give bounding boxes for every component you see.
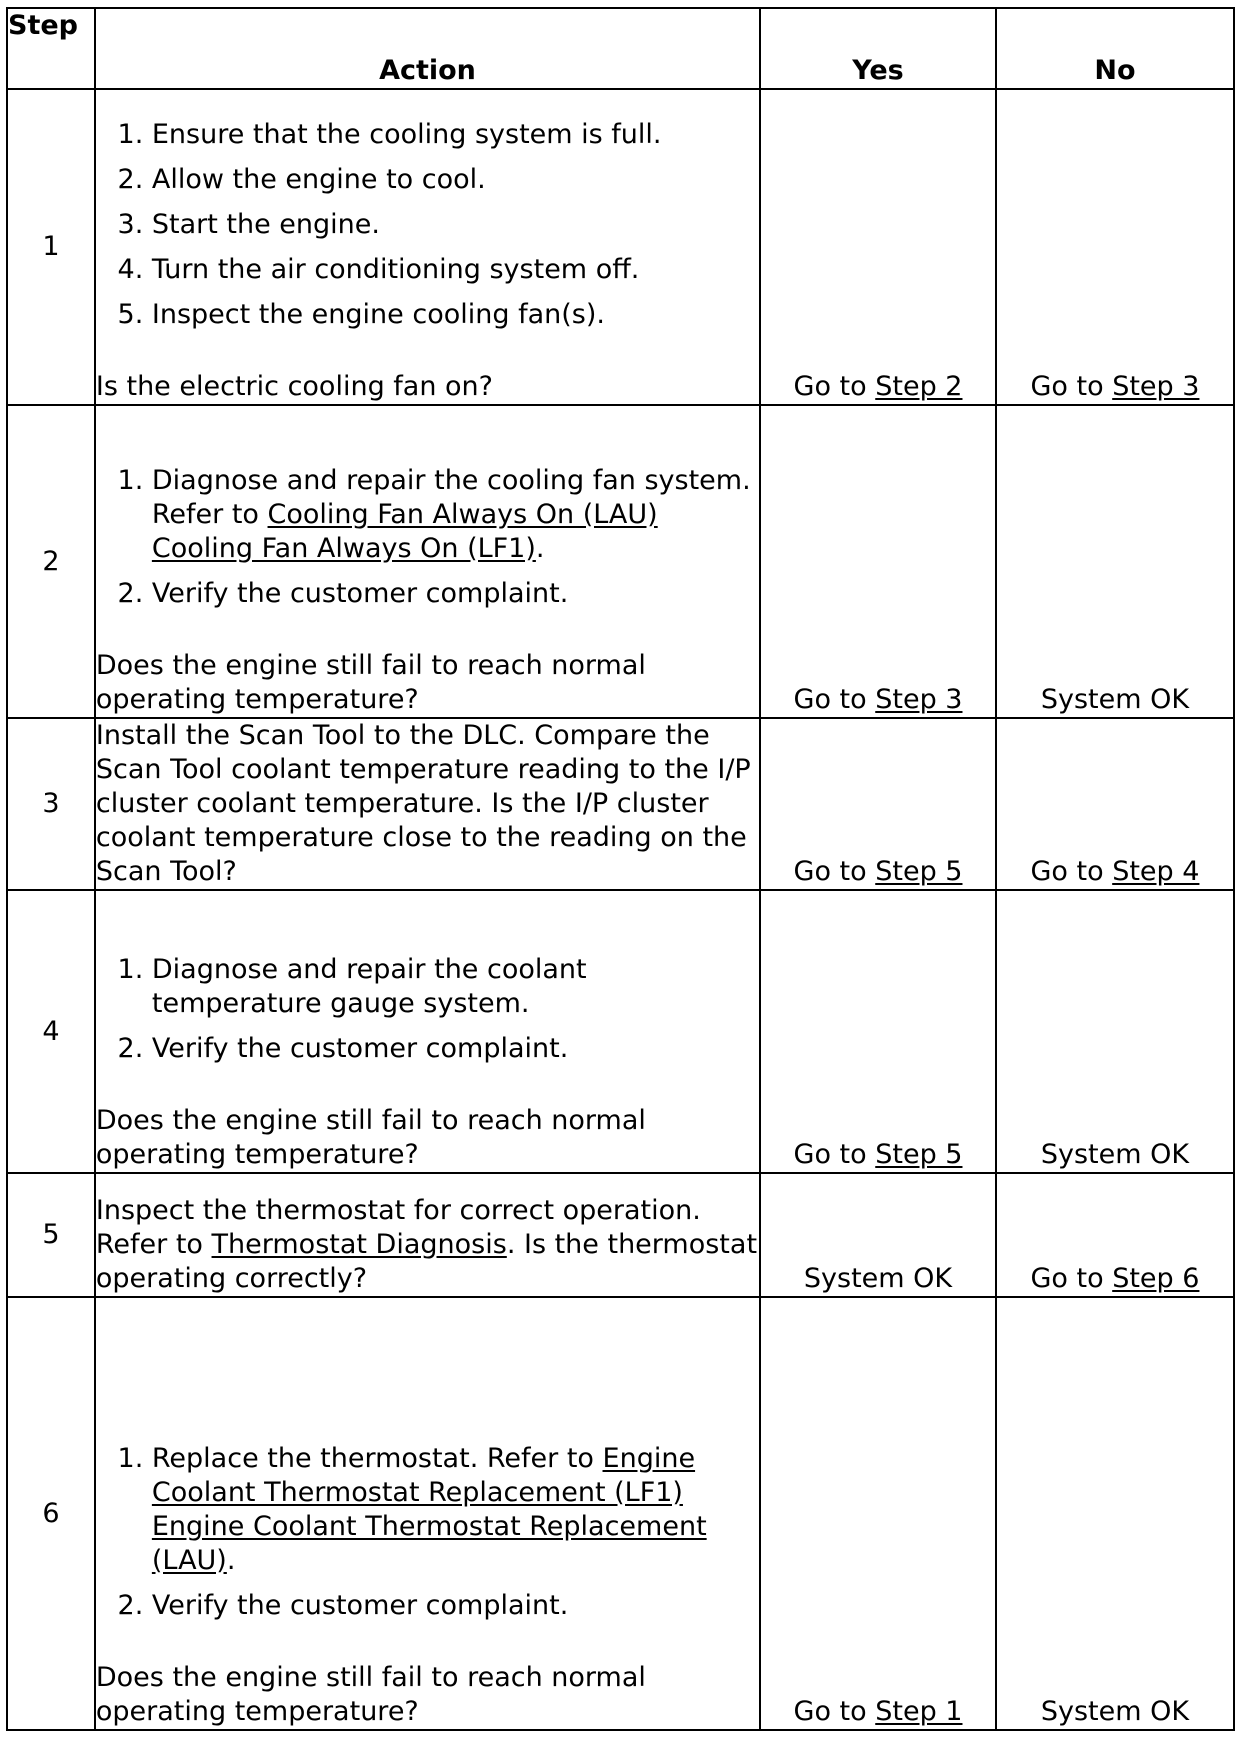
- yes-prefix: Go to: [793, 371, 876, 402]
- action-list: [96, 1442, 759, 1623]
- action-list: [96, 953, 759, 1066]
- no-cell: System OK: [996, 1297, 1234, 1730]
- action-cell: [95, 1297, 760, 1730]
- action-list: [96, 118, 759, 332]
- no-cell: [996, 718, 1234, 890]
- list-item: 1. Diagnose and repair the coolant temperature gauge system.: [152, 953, 759, 1021]
- list-item: 2. Allow the engine to cool.: [152, 163, 759, 197]
- action-cell: [95, 405, 760, 718]
- step-link[interactable]: Step 6: [1112, 1263, 1200, 1294]
- yes-prefix: Go to: [793, 1139, 876, 1170]
- table-row: [7, 405, 1234, 718]
- doc-link[interactable]: Engine Coolant Thermostat Replacement (LF1): [151, 1443, 696, 1508]
- no-cell: System OK: [996, 405, 1234, 718]
- table-row: [7, 1297, 1234, 1730]
- step-number: 3: [7, 718, 95, 890]
- yes-cell: [760, 89, 996, 405]
- step-number: 6: [7, 1297, 95, 1730]
- action-cell: Inspect the thermostat for correct operation. Refer to Thermostat Diagnosis. Is the thermostat operating correctly?: [95, 1173, 760, 1297]
- question-text: Does the engine still fail to reach normal operating temperature?: [95, 1662, 646, 1727]
- doc-link[interactable]: Engine Coolant Thermostat Replacement (LAU): [151, 1511, 707, 1576]
- yes-prefix: Go to: [793, 856, 876, 887]
- header-step: Step: [7, 8, 95, 89]
- yes-prefix: Go to: [793, 684, 876, 715]
- table-row: [7, 890, 1234, 1173]
- header-row: [7, 8, 1234, 89]
- list-item: 4. Turn the air conditioning system off.: [152, 253, 759, 287]
- step-number: 2: [7, 405, 95, 718]
- header-action: Action: [95, 8, 760, 89]
- question-text: Does the engine still fail to reach normal operating temperature?: [95, 650, 646, 715]
- step-number: 4: [7, 890, 95, 1173]
- no-cell: [996, 1173, 1234, 1297]
- doc-link[interactable]: Thermostat Diagnosis: [211, 1229, 507, 1260]
- list-item: 5. Inspect the engine cooling fan(s).: [152, 298, 759, 332]
- header-yes: Yes: [760, 8, 996, 89]
- action-cell: Install the Scan Tool to the DLC. Compare the Scan Tool coolant temperature reading to the I/P cluster coolant temperature. Is the I/P cluster coolant temperature close to the reading on the Scan Tool?: [95, 718, 760, 890]
- action-list: [96, 464, 759, 611]
- question-text: Is the electric cooling fan on?: [95, 371, 493, 402]
- step-number: 1: [7, 89, 95, 405]
- table-row: [7, 1173, 1234, 1297]
- action-cell: [95, 89, 760, 405]
- step-number: 5: [7, 1173, 95, 1297]
- table-row: [7, 718, 1234, 890]
- no-cell: System OK: [996, 890, 1234, 1173]
- list-item: 1. Ensure that the cooling system is full.: [152, 118, 759, 152]
- no-prefix: Go to: [1030, 1263, 1113, 1294]
- no-prefix: Go to: [1030, 371, 1113, 402]
- yes-cell: System OK: [760, 1173, 996, 1297]
- yes-prefix: Go to: [793, 1696, 876, 1727]
- list-item: 2. Verify the customer complaint.: [152, 1032, 759, 1066]
- step-link[interactable]: Step 3: [1112, 371, 1200, 402]
- step-link[interactable]: Step 3: [875, 684, 963, 715]
- yes-cell: [760, 1297, 996, 1730]
- action-cell: [95, 890, 760, 1173]
- list-item: 2. Verify the customer complaint.: [152, 577, 759, 611]
- step-link[interactable]: Step 1: [875, 1696, 963, 1727]
- no-cell: [996, 89, 1234, 405]
- doc-link[interactable]: Cooling Fan Always On (LF1): [151, 533, 536, 564]
- doc-link[interactable]: Cooling Fan Always On (LAU): [267, 499, 658, 530]
- list-item: 1. Diagnose and repair the cooling fan system. Refer to Cooling Fan Always On (LAU) Cooling Fan Always On (LF1).: [152, 464, 759, 566]
- diagnostic-table: [6, 7, 1235, 1731]
- step-link[interactable]: Step 4: [1112, 856, 1200, 887]
- table-row: [7, 89, 1234, 405]
- step-link[interactable]: Step 2: [875, 371, 963, 402]
- list-item: 1. Replace the thermostat. Refer to Engine Coolant Thermostat Replacement (LF1) Engine Coolant Thermostat Replacement (LAU).: [152, 1442, 759, 1578]
- yes-cell: [760, 890, 996, 1173]
- list-item: 3. Start the engine.: [152, 208, 759, 242]
- step-link[interactable]: Step 5: [875, 856, 963, 887]
- yes-cell: [760, 718, 996, 890]
- header-no: No: [996, 8, 1234, 89]
- step-link[interactable]: Step 5: [875, 1139, 963, 1170]
- yes-cell: [760, 405, 996, 718]
- question-text: Does the engine still fail to reach normal operating temperature?: [95, 1105, 646, 1170]
- no-prefix: Go to: [1030, 856, 1113, 887]
- list-item: 2. Verify the customer complaint.: [152, 1589, 759, 1623]
